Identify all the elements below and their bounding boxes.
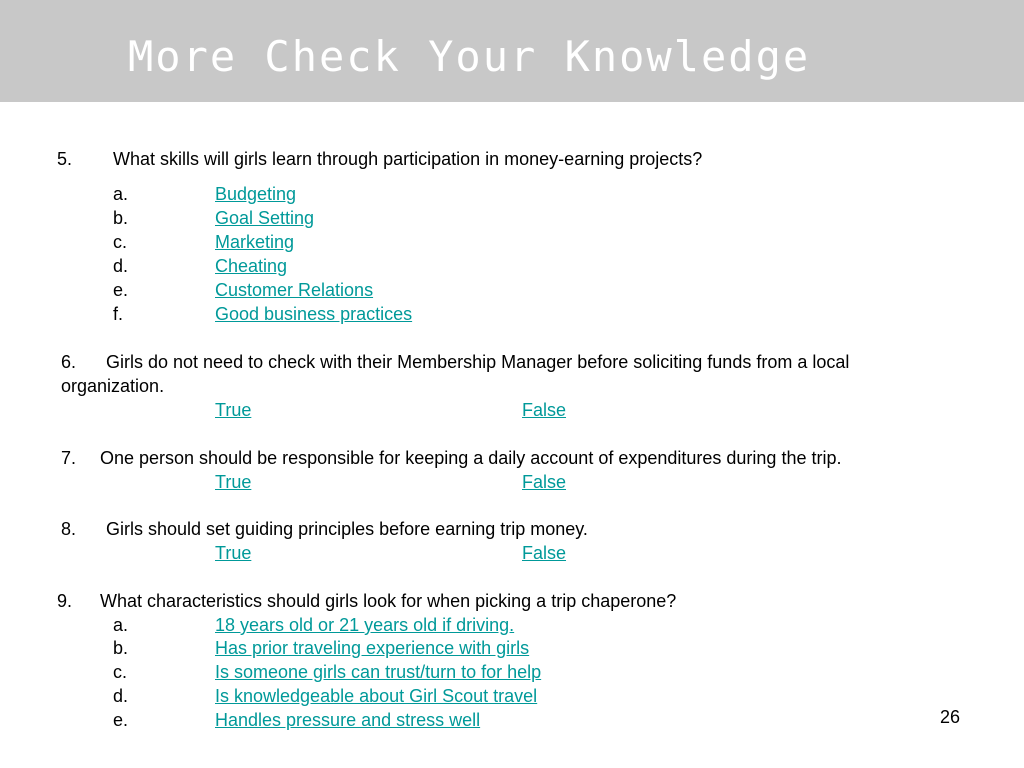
q5-option-a-letter: a. [113, 184, 129, 204]
q5-option-a-link[interactable]: Budgeting [215, 184, 297, 204]
q8-false-link[interactable]: False [522, 543, 567, 563]
q5-option-f-letter: f. [113, 304, 124, 324]
q6-text-line2: organization. [61, 376, 165, 396]
q9-option-b-letter: b. [113, 638, 129, 658]
q9-option-c-letter: c. [113, 662, 128, 682]
q6-text-line1: Girls do not need to check with their Membership Manager before soliciting funds from a local [106, 352, 850, 372]
q5-option-c-link[interactable]: Marketing [215, 232, 295, 252]
q9-option-d-link[interactable]: Is knowledgeable about Girl Scout travel [215, 686, 538, 706]
q9-option-c-link[interactable]: Is someone girls can trust/turn to for help [215, 662, 542, 682]
q6-true-link[interactable]: True [215, 400, 252, 420]
q8-true-link[interactable]: True [215, 543, 252, 563]
q5-option-d-letter: d. [113, 256, 129, 276]
q7-false-link[interactable]: False [522, 472, 567, 492]
slide-title: More Check Your Knowledge [128, 32, 811, 81]
q7-number: 7. [61, 448, 77, 468]
q5-option-c-letter: c. [113, 232, 128, 252]
q9-option-a-link[interactable]: 18 years old or 21 years old if driving. [215, 615, 515, 635]
q5-option-f-link[interactable]: Good business practices [215, 304, 413, 324]
q5-number: 5. [57, 149, 73, 169]
page-number: 26 [940, 707, 961, 727]
q5-option-d-link[interactable]: Cheating [215, 256, 288, 276]
q7-true-link[interactable]: True [215, 472, 252, 492]
q9-option-b-link[interactable]: Has prior traveling experience with girls [215, 638, 530, 658]
q9-text: What characteristics should girls look for when picking a trip chaperone? [100, 591, 677, 611]
q9-number: 9. [57, 591, 73, 611]
q5-option-e-link[interactable]: Customer Relations [215, 280, 374, 300]
q9-option-e-link[interactable]: Handles pressure and stress well [215, 710, 481, 730]
slide-header [0, 0, 1024, 102]
q5-option-e-letter: e. [113, 280, 129, 300]
q9-option-d-letter: d. [113, 686, 129, 706]
q9-option-e-letter: e. [113, 710, 129, 730]
q5-option-b-letter: b. [113, 208, 129, 228]
q6-number: 6. [61, 352, 77, 372]
q5-text: What skills will girls learn through participation in money-earning projects? [113, 149, 703, 169]
q9-option-a-letter: a. [113, 615, 129, 635]
q8-number: 8. [61, 519, 77, 539]
q6-false-link[interactable]: False [522, 400, 567, 420]
q5-option-b-link[interactable]: Goal Setting [215, 208, 315, 228]
q8-text: Girls should set guiding principles before earning trip money. [106, 519, 588, 539]
q7-text: One person should be responsible for keeping a daily account of expenditures during the trip. [100, 448, 842, 468]
